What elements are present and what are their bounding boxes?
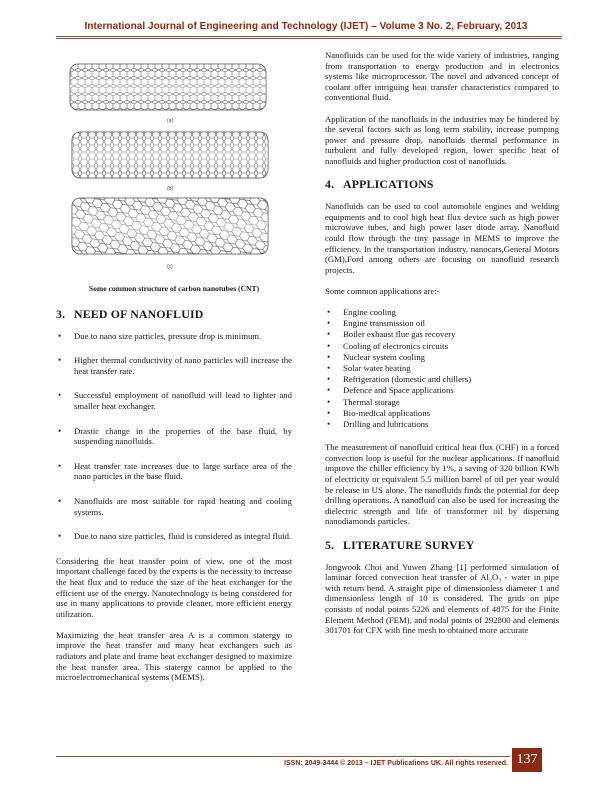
body-paragraph: Considering the heat transfer point of view, one of the most important challenge faced by the experts is the necessity to increase the heat flux and to reduce the size of the heat exchanger for the efficient use of the energy. Nanotechnology is being considered for use in many applications to provide cleaner, more efficient energy utilization. (56, 555, 292, 619)
body-paragraph: Maximizing the heat transfer area A is a common statergy to improve the heat transfer and many heat exchangers such as radiators and plate and frame heat exchanger designed to maximize the heat transfer area. This statergy cannot be applied to the microelectromechanical systems (MEMS). (56, 629, 292, 683)
applications-list (325, 307, 559, 430)
need-bullet-list (56, 331, 292, 542)
running-header: International Journal of Engineering and Technology (IJET) – Volume 3 No. 2, February, 2013 (84, 21, 528, 32)
body-paragraph: Nanofluids can be used for the wide variety of industries, ranging from transportation to energy production and in electronics systems like microprocessor. The novel and advanced concept of coolant offer intriguing heat transfer characteristics compared to conventional fluid. (325, 50, 559, 103)
section-number: 3. (56, 306, 66, 321)
page-footer (0, 748, 612, 774)
cnt-structures-image (64, 54, 284, 276)
list-item: • Cooling of electronics circuits (325, 341, 559, 352)
panel-label-c: (c) (167, 264, 173, 270)
section-number: 4. (325, 177, 335, 192)
section-title: LITERATURE SURVEY (343, 537, 475, 552)
issn-notice: ISSN: 2049-3444 © 2013 – IJET Publications UK. All rights reserved. (284, 760, 508, 767)
list-lead: Some common applications are:- (325, 285, 440, 296)
list-item: • Due to nano size particles, pressure drop is minimum. (56, 331, 292, 342)
list-item: • Higher thermal conductivity of nano particles will increase the heat transfer rate. (56, 355, 292, 376)
tube-a (70, 64, 266, 110)
section-heading-applications (325, 177, 559, 191)
list-item: • Thermal storage (325, 397, 559, 408)
list-item: • Engine cooling (325, 307, 559, 318)
panel-label-a: (a) (167, 118, 174, 124)
tube-b (72, 132, 268, 178)
list-item: • Defence and Space applications (325, 385, 559, 396)
list-item: • Boiler exhaust flue gas recovery (325, 329, 559, 340)
tube-c (72, 198, 268, 254)
page-number: 137 (512, 748, 542, 772)
list-item: • Drastic change in the properties of the base fluid, by suspending nanofluids. (56, 426, 292, 447)
list-item: • Successful employment of nanofluid will lead to lighter and smaller heat exchanger. (56, 390, 292, 411)
body-paragraph: Application of the nanofluids in the industries may be hindered by the several factors such as long term stability, increase pumping power and pressure drop, nanofluids thermal performance in turbulent and fully developed region, lower specific heat of nanofluids and higher production cost of nanofluids. (325, 113, 559, 166)
body-paragraph: The measurement of nanofluid critical heat flux (CHF) in a forced convection loop is useful for the nuclear applications. If nanofluid improve the chiller efficiency by 1%, a saving of 320 billion KWh of electricity or equivalent 5.5 million barrel of oil per year would be release in US alone. The nanofluids finds the potential for deep drilling operations. A nanofluid can also be used for increasing the dielectric strength and life of transformer oil by dispersing nanodiamonds particles. (325, 442, 559, 527)
list-item: • Due to nano size particles, fluid is considered as integral fluid. (56, 531, 292, 542)
list-item: • Nanofluids are most suitable for rapid heating and cooling systems. (56, 496, 292, 517)
cnt-figure (56, 54, 292, 276)
footer-rule (56, 756, 510, 757)
list-item: • Engine transmission oil (325, 318, 559, 329)
section-title: APPLICATIONS (343, 177, 434, 192)
section-number: 5. (325, 537, 335, 552)
body-paragraph: Nanofluids can be used to cool automobile engines and welding equipments and to cool high heat flux device such as high power microwave tubes, and high power laser diode array. Nanofluid could flow through the tiny passage in MEMS to improve the efficiency. In the transportation industry, nanocars,General Motors (GM),Ford among others are focusing on nanofluid research projects. (325, 201, 559, 275)
list-item: • Heat transfer rate increases due to large surface area of the nano particles in the base fluid. (56, 461, 292, 482)
section-heading-need (56, 307, 292, 321)
list-item: • Drilling and lubrications (325, 419, 559, 430)
list-item: • Refrigeration (domestic and chillers) (325, 374, 559, 385)
section-heading-literature (325, 538, 559, 552)
panel-label-b: (b) (167, 186, 174, 192)
body-paragraph: Jongwook Choi and Yuwen Zhang [1] performed simulation of laminar forced convection heat transfer of Al₂O₃ - water in pipe with return bend. A straight pipe of dimensionless diameter 1 and dimensionless length of 10 is considered. The grids on pipe consists of nodal points 5226 and elements of 4875 for the Finite Element Method (FEM), and nodal points of 292800 and elements 301701 for CFX with fine mesh to obtained more accurate (325, 561, 559, 636)
list-item: • Nuclear system cooling (325, 352, 559, 363)
header-rule-top (56, 36, 562, 37)
right-column (325, 50, 559, 646)
figure-caption: Some common structure of carbon nanotubes (CNT) (88, 284, 260, 293)
left-column (56, 50, 292, 693)
list-item: • Solar water heating (325, 363, 559, 374)
section-title: NEED OF NANOFLUID (74, 306, 204, 321)
header-rule-bottom (56, 38, 562, 39)
list-item: • Bio-medical applications (325, 408, 559, 419)
